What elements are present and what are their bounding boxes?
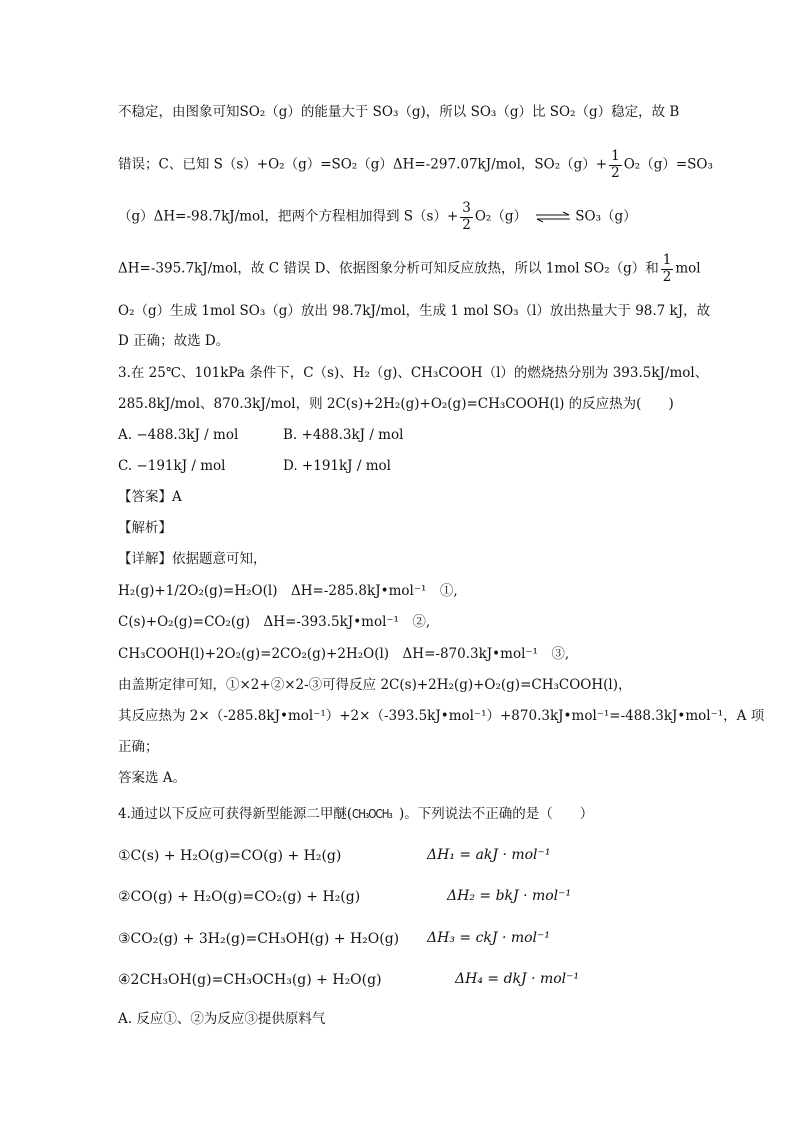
text-line: 不稳定，由图象可知SO₂（g）的能量大于 SO₃（g)，所以 SO₃（g）比 SO₂（g）稳定，故 B (118, 104, 680, 120)
text-segment: mol (675, 260, 701, 277)
text-line: 正确； (118, 739, 159, 755)
option-b: B. +488.3kJ / mol (283, 427, 404, 443)
reaction-2: ②CO(g) + H₂O(g)=CO₂(g) + H₂(g) (118, 889, 361, 905)
detail-label: 【详解】依据题意可知， (118, 551, 267, 567)
answer-label: 【答案】A (118, 489, 182, 505)
reaction-2-enthalpy: ΔH₂ = bkJ · mol⁻¹ (447, 888, 572, 904)
text-line (118, 150, 713, 180)
option-d: D. +191kJ / mol (283, 458, 391, 474)
equation-3: CH₃COOH(l)+2O₂(g)=2CO₂(g)+2H₂O(l) ΔH=-870.3kJ•mol⁻¹ ③, (118, 646, 570, 662)
fraction: $\frac{1}{2}$ (662, 252, 672, 285)
text-segment: （g）ΔH=-98.7kJ/mol，把两个方程相加得到 S（s）+ (118, 208, 459, 225)
reaction-3-enthalpy: ΔH₃ = ckJ · mol⁻¹ (427, 930, 551, 946)
text-segment: O₂（g） (474, 208, 527, 225)
option-c: C. −191kJ / mol (118, 458, 226, 474)
option-a: A. 反应①、②为反应③提供原料气 (118, 1011, 326, 1027)
fraction: $\frac{3}{2}$ (462, 200, 471, 233)
text-line (118, 202, 637, 232)
hess-law-line: 由盖斯定律可知，①×2+②×2-③可得反应 2C(s)+2H₂(g)+O₂(g)=CH₃COOH(l)， (118, 677, 632, 693)
question-stem: 4.通过以下反应可获得新型能源二甲醚(CH₃OCH₃ )。下列说法不正确的是（ ） (118, 806, 594, 822)
equilibrium-arrow-icon (535, 211, 571, 223)
text-segment: SO₃（g） (575, 208, 637, 225)
question-stem: 285.8kJ/mol、870.3kJ/mol，则 2C(s)+2H₂(g)+O₂(g)=CH₃COOH(l) 的反应热为( ) (118, 396, 674, 412)
option-a: A. −488.3kJ / mol (118, 427, 239, 443)
analysis-label: 【解析】 (118, 520, 172, 536)
equation-2: C(s)+O₂(g)=CO₂(g) ΔH=-393.5kJ•mol⁻¹ ②, (118, 614, 431, 630)
reaction-1-enthalpy: ΔH₁ = akJ · mol⁻¹ (427, 847, 551, 863)
reaction-3: ③CO₂(g) + 3H₂(g)=CH₃OH(g) + H₂O(g) (118, 931, 400, 947)
text-segment: ΔH=-395.7kJ/mol，故 C 错误 D、依据图象分析可知反应放热，所以 1mol SO₂（g）和 (118, 260, 659, 277)
reaction-4: ④2CH₃OH(g)=CH₃OCH₃(g) + H₂O(g) (118, 972, 382, 988)
text-segment: O₂（g）=SO₃ (623, 156, 713, 173)
fraction: $\frac{1}{2}$ (611, 148, 620, 181)
calc-line: 其反应热为 2×（-285.8kJ•mol⁻¹）+2×（-393.5kJ•mol⁻¹）+870.3kJ•mol⁻¹=-488.3kJ•mol⁻¹，A 项 (118, 708, 765, 724)
reaction-1: ①C(s) + H₂O(g)=CO(g) + H₂(g) (118, 848, 342, 864)
text-line: 答案选 A。 (118, 770, 187, 786)
reaction-4-enthalpy: ΔH₄ = dkJ · mol⁻¹ (455, 971, 580, 987)
equation-1: H₂(g)+1/2O₂(g)=H₂O(l) ΔH=-285.8kJ•mol⁻¹ ①, (118, 583, 458, 599)
question-stem: 3.在 25℃、101kPa 条件下，C（s)、H₂（g)、CH₃COOH（l）的燃烧热分别为 393.5kJ/mol、 (118, 365, 709, 381)
text-line: D 正确；故选 D。 (118, 333, 230, 349)
text-line: O₂（g）生成 1mol SO₃（g）放出 98.7kJ/mol，生成 1 mol SO₃（l）放出热量大于 98.7 kJ，故 (118, 303, 711, 319)
text-line (118, 254, 701, 284)
dimethyl-ether-formula: CH₃OCH₃ (352, 807, 392, 821)
text-segment: 错误；C、已知 S（s）+O₂（g）=SO₂（g）ΔH=-297.07kJ/mol，SO₂（g）+ (118, 156, 608, 173)
